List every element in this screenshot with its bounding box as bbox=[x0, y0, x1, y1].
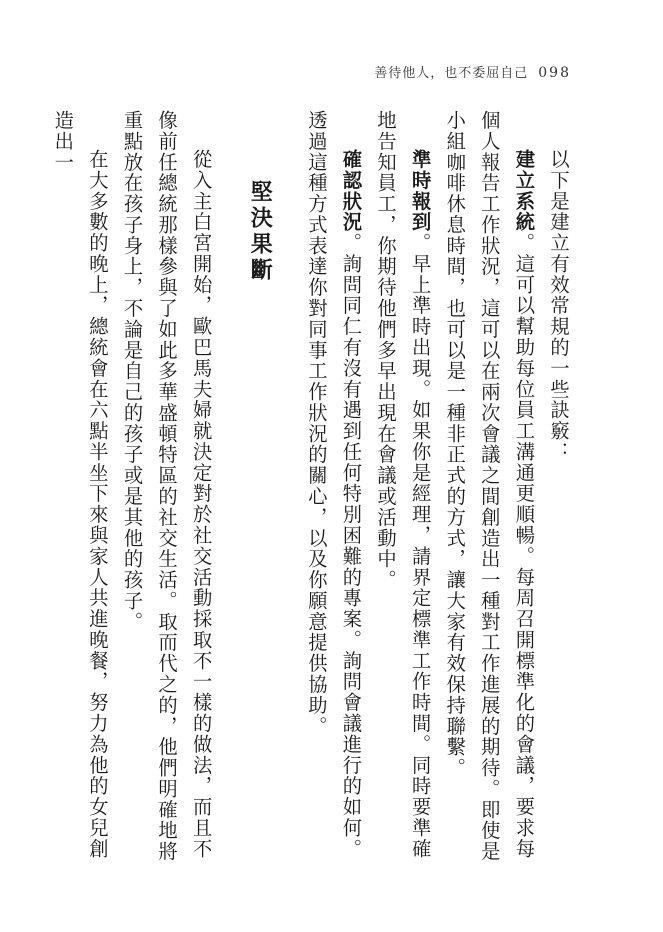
body-paragraph-1: 從入主白宮開始，歐巴馬夫婦就決定對於社交活動採取不一樣的做法，而且不像前任總統那樣參與了如此多華盛頓特區的社交生活。取而代之的，他們明確地將重點放在孩子身上，不論是自己的孩子或是其他的孩子。 bbox=[120, 110, 213, 863]
page-body bbox=[51, 110, 575, 870]
tip-paragraph-punctual bbox=[367, 110, 436, 870]
tip-text-establish-system: 。這可以幫助每位員工溝通更順暢。每周召開標準化的會議，要求每個人報告工作狀況，這可以在兩次會議之間創造出一種對工作進展的期待。即使是小組咖啡休息時間，也可以是一種非正式的方式，讓大家有效保持聯繫。 bbox=[443, 110, 536, 863]
intro-paragraph: 以下是建立有效常規的一些訣竅： bbox=[547, 148, 570, 462]
body-paragraph-2: 在大多數的晚上，總統會在六點半坐下來與家人共進晚餐，努力為他的女兒創造出一 bbox=[51, 110, 109, 859]
tip-paragraph-check-status bbox=[298, 110, 367, 870]
tip-lead-check-status: 確認狀況 bbox=[339, 148, 363, 233]
running-header bbox=[374, 62, 571, 81]
tip-paragraph-establish-system bbox=[437, 110, 541, 870]
running-title: 善待他人，也不委屈自己 bbox=[374, 66, 529, 81]
page-number: 098 bbox=[538, 65, 571, 81]
tip-lead-establish-system: 建立系統 bbox=[512, 148, 536, 233]
tip-text-punctual: 。早上準時出現。如果你是經理，請界定標準工作時間。同時要準確地告知員工，你期待他們多早出現在會議或活動中。 bbox=[374, 110, 432, 859]
tip-text-check-status: 。詢問同仁有沒有遇到任何特別困難的專案。詢問會議進行的如何。透過這種方式表達你對同事工作狀況的關心，以及你願意提供協助。 bbox=[304, 110, 363, 859]
section-heading: 堅決果斷 bbox=[247, 180, 273, 284]
tip-lead-punctual: 準時報到 bbox=[408, 148, 432, 233]
